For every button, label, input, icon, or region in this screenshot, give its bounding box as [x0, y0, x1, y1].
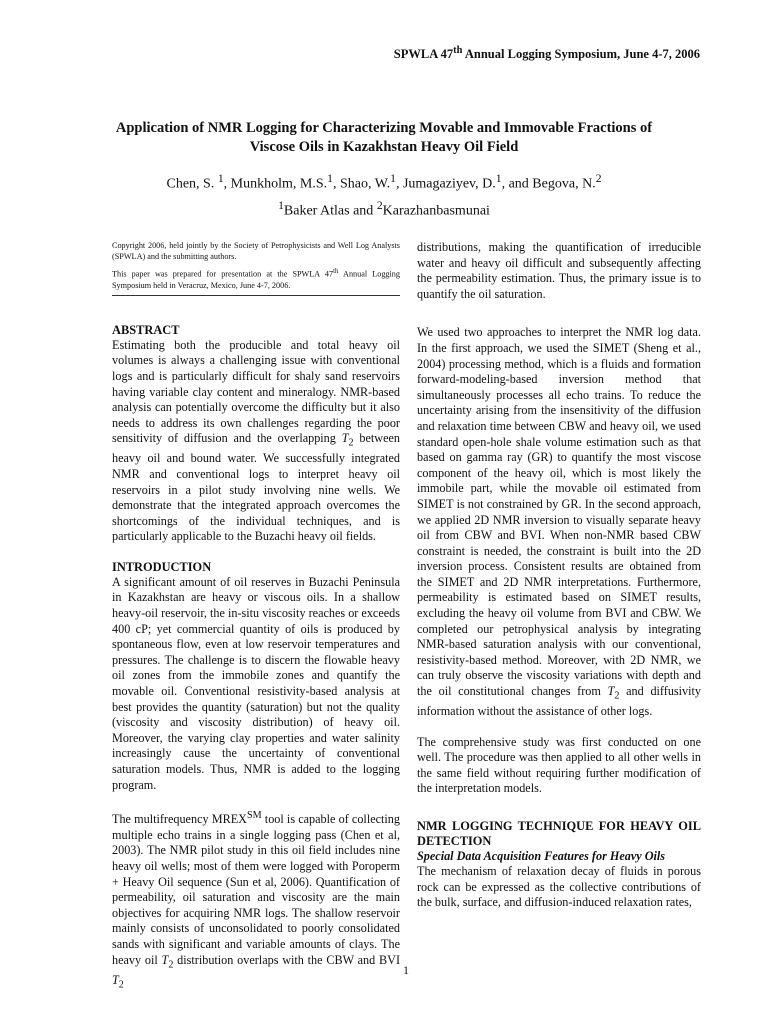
presentation-notice: This paper was prepared for presentation at the SPWLA 47th Annual Logging Symposium held in Veracruz, Mexico, June 4-7, 2006. [112, 268, 400, 290]
title-line-2: Viscose Oils in Kazakhstan Heavy Oil Field [249, 139, 519, 155]
intro-paragraph-2: The multifrequency MREX℠ tool is capable of collecting multiple echo trains in a single logging pass (Chen et al, 2003). The NMR pilot study in this oil field includes nine heavy oil wells; most of them were logged with Poroperm + Heavy Oil sequence (Sun et al, 2006). Quantification of permeability, oil saturation and viscosity are the main objectives for acquiring NMR logs. The shallow reservoir mainly consists of unconsolidated to poorly consolidated sands with significant and variable amounts of clays. The heavy oil $T_2$ distribution overlaps with the CBW and BVI $T_2$ [112, 810, 401, 991]
paper-title [60, 119, 708, 157]
right-paragraph-1: distributions, making the quantification of irreducible water and heavy oil difficult and subsequently affecting the permeability estimation. Thus, the primary issue is to quantify the oil saturation. [417, 240, 701, 301]
nmr-section-heading: NMR LOGGING TECHNIQUE FOR HEAVY OIL DETECTION [417, 819, 701, 849]
copyright-divider [112, 295, 400, 296]
running-header: SPWLA 47th Annual Logging Symposium, June 4-7, 2006 [393, 45, 700, 62]
affiliations: $^1$Baker Atlas and $^2$Karazhanbasmunai [278, 198, 490, 219]
right-paragraph-2: We used two approaches to interpret the NMR log data. In the first approach, we used the SIMET (Sheng et al., 2004) processing method, which is a fluids and formation forward-modeling-based inversion method that simultaneously processes all echo trains. To reduce the uncertainty arising from the insensitivity of the diffusion and relaxation time between CBW and heavy oil, we used standard open-hole shale volume estimation such as that based on gamma ray (GR) to quantify the most viscose component of the heavy oil, which is most likely the immobile part, while the movable oil estimated from SIMET is not constrained by GR. In the second approach, we applied 2D NMR inversion to visually separate heavy oil from CBW and BVI. When non-NMR based CBW constraint is needed, the constraint is built into the 2D inversion process. Consistent results are obtained from the SIMET and 2D NMR interpretations. Furthermore, permeability is estimated based on SIMET results, excluding the heavy oil volume from BVI and CBW. We completed our petrophysical analysis by integrating NMR-based saturation analysis with our conventional, resistivity-based method. Moreover, with 2D NMR, we can truly observe the viscosity variations with depth and the oil constitutional changes from $T_2$ and diffusivity information without the assistance of other logs. [417, 325, 702, 719]
right-paragraph-3: The comprehensive study was first conducted on one well. The procedure was then applied to all other wells in the same field without requiring further modification of the interpretation models. [417, 734, 701, 796]
author-block [60, 168, 708, 221]
acquisition-subheading: Special Data Acquisition Features for Heavy Oils [417, 849, 666, 864]
left-column [112, 240, 400, 1008]
abstract-heading: ABSTRACT [112, 322, 180, 337]
title-line-1: Application of NMR Logging for Characterizing Movable and Immovable Fractions of [115, 120, 653, 136]
intro-paragraph-1: A significant amount of oil reserves in Buzachi Peninsula in Kazakhstan are heavy or viscous oils. In a shallow heavy-oil reservoir, the in-situ viscosity reaches or exceeds 400 cP; yet commercial quantity of oils is produced by spontaneous flow, even at low reservoir temperatures and pressures. The challenge is to discern the flowable heavy oil zones from the immobile zones and quantify the movable oil. Conventional resistivity-based analysis at best provides the quantity (saturation) but not the quality (viscosity and viscosity distribution) of heavy oil. Moreover, the varying clay properties and water salinity increasingly cause the uncertainty of conventional saturation models. Thus, NMR is added to the logging program. [112, 574, 400, 792]
copyright-notice: Copyright 2006, held jointly by the Society of Petrophysicists and Well Log Analysts (SPWLA) and the submitting authors. [112, 241, 400, 261]
abstract-paragraph: Estimating both the producible and total heavy oil volumes is always a challenging issue with conventional logs and is particularly difficult for shaly sand reservoirs having variable clay content and mineralogy. NMR-based analysis can potentially overcome the difficulty but it also needs to address its own challenges regarding the poor sensitivity of diffusion and the overlapping $T_2$ between heavy oil and bound water. We successfully integrated NMR and conventional logs to interpret heavy oil reservoirs in a pilot study involving nine wells. We demonstrate that the integrated approach overcomes the shortcomings of the individual techniques, and is particularly applicable to the Buzachi heavy oil fields. [112, 337, 400, 544]
introduction-heading: INTRODUCTION [112, 559, 212, 574]
author-names: Chen, S. $^1$, Munkholm, M.S.$^1$, Shao, W.$^1$, Jumagaziyev, D.$^1$, and Begova, N.$^2$ [166, 172, 602, 192]
right-paragraph-4: The mechanism of relaxation decay of fluids in porous rock can be expressed as the collective contributions of the bulk, surface, and diffusion-induced relaxation rates, [417, 864, 701, 910]
page-number: 1 [403, 963, 409, 977]
right-column [417, 240, 701, 926]
